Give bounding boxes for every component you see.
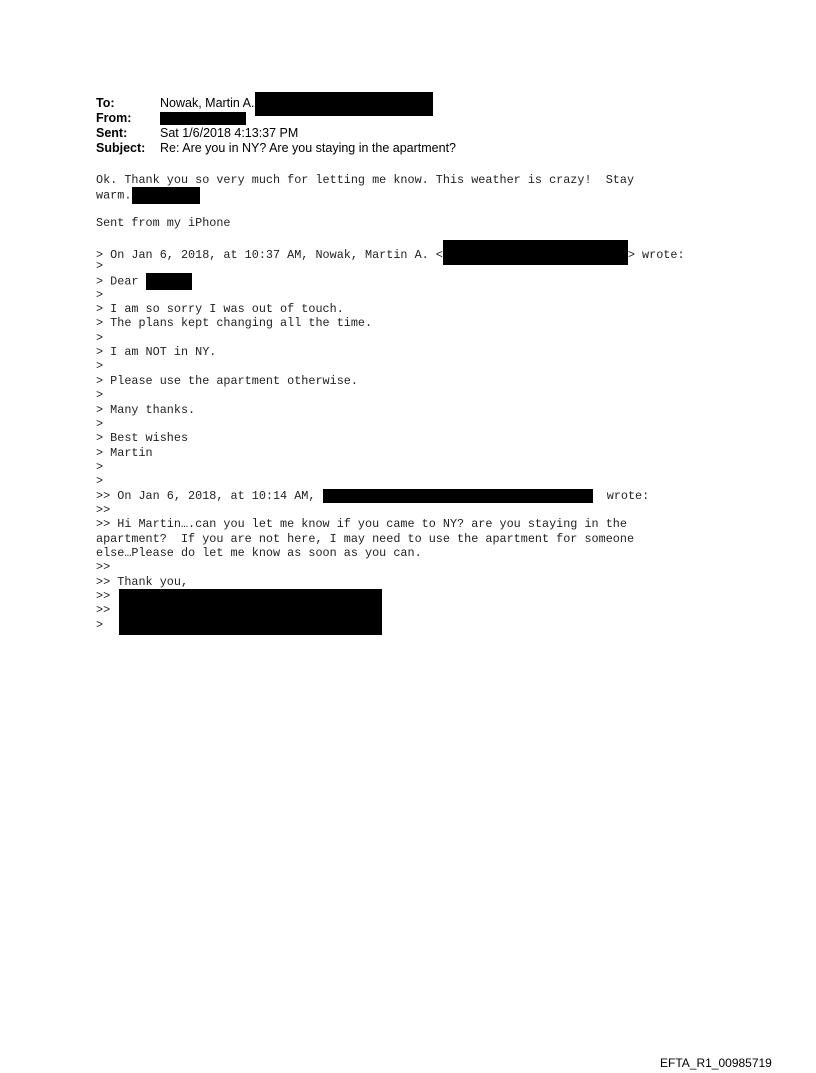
body-line <box>96 187 685 201</box>
from-label: From: <box>96 111 132 125</box>
quote-line: > <box>96 474 104 489</box>
signature-line: Sent from my iPhone <box>96 216 231 231</box>
sent-value: Sat 1/6/2018 4:13:37 PM <box>160 126 299 140</box>
quote-text: >> On Jan 6, 2018, at 10:14 AM, <box>96 488 316 503</box>
quote-line <box>96 273 685 290</box>
subject-row <box>96 141 456 156</box>
quote-line: > <box>96 330 104 345</box>
to-label: To: <box>96 96 115 110</box>
quote-line: > <box>96 259 104 274</box>
email-body <box>96 173 685 632</box>
quote-text: wrote: <box>606 488 650 503</box>
to-row <box>96 96 456 111</box>
quote-text: > Dear <box>96 275 146 290</box>
quote-text: > wrote: <box>627 247 685 262</box>
quote-line: > <box>96 359 104 374</box>
redaction-box <box>132 187 200 204</box>
quote-line <box>96 245 685 262</box>
quote-line: > Best wishes <box>96 431 189 446</box>
subject-label: Subject: <box>96 141 146 155</box>
nested-quote-line <box>96 589 685 603</box>
nested-quote-line: >> Thank you, <box>96 574 189 589</box>
quote-line: > I am NOT in NY. <box>96 345 217 360</box>
document-id: EFTA_R1_00985719 <box>660 1056 772 1070</box>
quote-text: > On Jan 6, 2018, at 10:37 AM, Nowak, Martin A. < <box>96 247 443 262</box>
email-header <box>96 96 456 156</box>
redaction-box <box>323 489 593 503</box>
subject-value: Re: Are you in NY? Are you staying in the apartment? <box>160 141 457 155</box>
quote-line: > <box>96 617 104 632</box>
sent-label: Sent: <box>96 126 128 140</box>
nested-quote-line: apartment? If you are not here, I may need to use the apartment for someone <box>96 531 635 546</box>
nested-quote-line: >> <box>96 603 111 618</box>
nested-quote-line: >> <box>96 560 111 575</box>
quote-line: > I am so sorry I was out of touch. <box>96 302 344 317</box>
body-text: warm. <box>96 188 132 203</box>
body-line: Ok. Thank you so very much for letting me know. This weather is crazy! Stay <box>96 173 635 187</box>
quote-line: > <box>96 388 104 403</box>
to-value: Nowak, Martin A. <box>160 96 255 110</box>
sent-row <box>96 126 456 141</box>
quote-line: > <box>96 459 104 474</box>
quote-text: >> <box>96 588 111 603</box>
nested-quote-line <box>96 489 685 503</box>
quote-line: > Please use the apartment otherwise. <box>96 373 358 388</box>
quote-line: > Many thanks. <box>96 402 196 417</box>
quote-line: > The plans kept changing all the time. <box>96 316 373 331</box>
redaction-box <box>255 92 433 116</box>
nested-quote-line: >> <box>96 502 111 517</box>
quote-line: > <box>96 416 104 431</box>
nested-quote-line: >> Hi Martin….can you let me know if you came to NY? are you staying in the <box>96 517 627 532</box>
nested-quote-line: else…Please do let me know as soon as you can. <box>96 545 422 560</box>
quote-line: > Martin <box>96 445 153 460</box>
quote-line: > <box>96 287 104 302</box>
redaction-box <box>160 112 246 125</box>
